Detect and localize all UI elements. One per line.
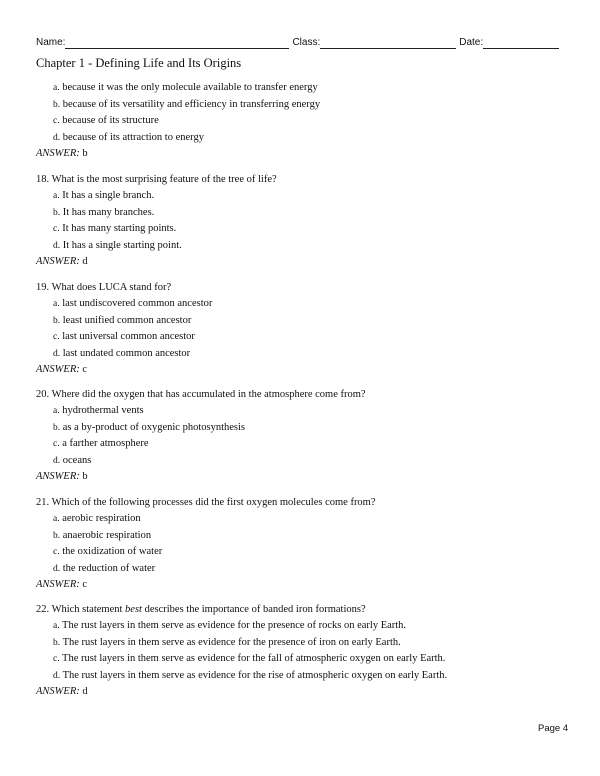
question-18: [36, 172, 576, 270]
option-letter: d.: [53, 670, 61, 681]
question-text: [36, 495, 576, 511]
option-text: last undated common ancestor: [62, 347, 191, 359]
page-number: Page 4: [538, 723, 569, 734]
option-text: anaerobic respiration: [62, 529, 152, 541]
option-b: [36, 528, 576, 545]
question-prompt: What is the most surprising feature of the tree of life?: [51, 174, 277, 185]
option-a: [36, 618, 576, 635]
option-text: as a by-product of oxygenic photosynthesis: [62, 421, 246, 433]
answer-value: b: [82, 148, 88, 160]
option-text: The rust layers in them serve as evidence for the fall of atmospheric oxygen on early Earth.: [62, 653, 446, 665]
option-d: [36, 238, 576, 255]
option-c: [36, 221, 576, 238]
option-d: [36, 130, 576, 147]
name-blank-line: [65, 37, 289, 49]
option-c: [36, 651, 576, 668]
question-22: [36, 602, 576, 700]
option-text: because of its attraction to energy: [62, 131, 204, 143]
question-text: [36, 387, 576, 403]
option-letter: c.: [53, 116, 60, 127]
class-blank-line: [320, 37, 456, 49]
option-letter: b.: [53, 315, 61, 326]
option-b: [36, 97, 576, 114]
option-letter: d.: [53, 455, 61, 466]
option-text: It has a single starting point.: [62, 239, 182, 251]
option-d: [36, 346, 576, 363]
option-a: [36, 188, 576, 205]
answer-value: d: [82, 256, 88, 268]
option-letter: d.: [53, 132, 61, 143]
option-text: The rust layers in them serve as evidence for the presence of iron on early Earth.: [62, 636, 401, 648]
name-label: Name:: [36, 37, 66, 48]
question-number: 20.: [36, 389, 50, 400]
option-letter: d.: [53, 563, 61, 574]
option-text: oceans: [62, 454, 92, 466]
option-letter: b.: [53, 422, 61, 433]
answer-label: ANSWER:: [36, 686, 80, 698]
option-text: a farther atmosphere: [62, 438, 149, 450]
answer-value: c: [82, 364, 88, 376]
chapter-title: Chapter 1 - Defining Life and Its Origins: [36, 56, 242, 70]
option-d: [36, 561, 576, 578]
question-number: 21.: [36, 497, 50, 508]
option-letter: b.: [53, 207, 61, 218]
answer-value: b: [82, 471, 88, 483]
option-b: [36, 635, 576, 652]
option-a: [36, 296, 576, 313]
option-text: It has a single branch.: [62, 190, 155, 201]
option-text: aerobic respiration: [62, 513, 141, 524]
option-a: [36, 403, 576, 420]
option-c: [36, 113, 576, 130]
question-number: 22.: [36, 604, 50, 615]
question-21: [36, 495, 576, 593]
answer-label: ANSWER:: [36, 256, 80, 268]
header-fields: [36, 35, 566, 49]
option-letter: c.: [53, 547, 60, 558]
option-text: the oxidization of water: [62, 546, 163, 558]
answer-line: [36, 146, 576, 162]
question-prompt: Which of the following processes did the first oxygen molecules come from?: [51, 497, 376, 508]
question-19: [36, 280, 576, 378]
question-emphasis: best: [125, 604, 142, 615]
option-letter: b.: [53, 99, 61, 110]
option-text: last undiscovered common ancestor: [62, 298, 213, 309]
question-text: [36, 602, 576, 618]
question-text: [36, 280, 576, 296]
question-prompt-end: describes the importance of banded iron formations?: [144, 604, 366, 615]
answer-label: ANSWER:: [36, 471, 80, 483]
option-text: hydrothermal vents: [62, 405, 144, 416]
option-text: The rust layers in them serve as evidence for the presence of rocks on early Earth.: [62, 620, 407, 631]
option-b: [36, 420, 576, 437]
question-number: 18.: [36, 174, 50, 185]
option-text: least unified common ancestor: [62, 314, 192, 326]
answer-label: ANSWER:: [36, 364, 80, 376]
option-b: [36, 313, 576, 330]
answer-value: c: [82, 579, 88, 591]
option-text: The rust layers in them serve as evidence for the rise of atmospheric oxygen on early Earth.: [62, 669, 448, 681]
answer-line: [36, 362, 576, 378]
option-text: last universal common ancestor: [62, 331, 195, 343]
option-b: [36, 205, 576, 222]
option-text: It has many branches.: [62, 206, 155, 218]
option-c: [36, 544, 576, 561]
option-text: It has many starting points.: [62, 223, 177, 235]
question-prompt: Where did the oxygen that has accumulated in the atmosphere come from?: [51, 389, 366, 400]
option-letter: b.: [53, 530, 61, 541]
date-blank-line: [483, 37, 559, 49]
answer-line: [36, 684, 576, 700]
option-c: [36, 329, 576, 346]
option-letter: c.: [53, 224, 60, 235]
question-text: [36, 172, 576, 188]
option-d: [36, 668, 576, 685]
option-letter: d.: [53, 240, 61, 251]
option-text: the reduction of water: [62, 562, 156, 574]
question-number: 19.: [36, 282, 50, 293]
option-letter: d.: [53, 348, 61, 359]
question-20: [36, 387, 576, 485]
answer-line: [36, 577, 576, 593]
option-d: [36, 453, 576, 470]
option-letter: a.: [53, 299, 60, 309]
answer-label: ANSWER:: [36, 148, 80, 160]
option-text: because of its structure: [62, 115, 159, 127]
answer-value: d: [82, 686, 88, 698]
question-continued: [36, 80, 576, 162]
answer-line: [36, 469, 576, 485]
option-text: because it was the only molecule available to transfer energy: [62, 82, 318, 93]
option-letter: a.: [53, 514, 60, 524]
option-letter: c.: [53, 654, 60, 665]
question-prompt-start: Which statement: [51, 604, 123, 615]
option-letter: c.: [53, 332, 60, 343]
date-label: Date:: [459, 37, 484, 48]
option-letter: c.: [53, 439, 60, 450]
option-c: [36, 436, 576, 453]
option-a: [36, 80, 576, 97]
option-letter: b.: [53, 637, 61, 648]
answer-label: ANSWER:: [36, 579, 80, 591]
option-letter: a.: [53, 621, 60, 631]
option-letter: a.: [53, 191, 60, 201]
option-letter: a.: [53, 83, 60, 93]
question-prompt: What does LUCA stand for?: [51, 282, 172, 293]
class-label: Class:: [292, 37, 321, 48]
option-letter: a.: [53, 406, 60, 416]
answer-line: [36, 254, 576, 270]
option-a: [36, 511, 576, 528]
option-text: because of its versatility and efficiency in transferring energy: [62, 98, 321, 110]
